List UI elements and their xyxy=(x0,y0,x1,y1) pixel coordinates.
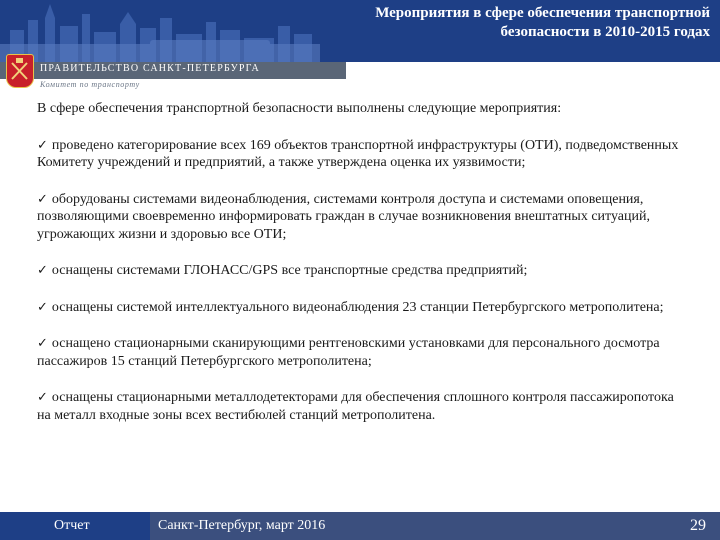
checkmark-icon: ✓ xyxy=(37,191,48,207)
list-item-text: оснащены системами ГЛОНАСС/GPS все транспортные средства предприятий; xyxy=(51,263,528,278)
footer-label: Отчет xyxy=(54,518,90,533)
coat-of-arms-icon xyxy=(6,54,34,88)
list-item-text: оснащены системой интеллектуального видеонаблюдения 23 станции Петербургского метрополитена; xyxy=(51,299,664,315)
list-item xyxy=(37,335,687,370)
page-number: 29 xyxy=(690,517,706,534)
footer-city-date: Санкт-Петербург, март 2016 xyxy=(158,518,326,533)
government-name: ПРАВИТЕЛЬСТВО САНКТ-ПЕТЕРБУРГА xyxy=(40,63,260,74)
main-content xyxy=(37,100,687,443)
checkmark-icon: ✓ xyxy=(37,336,48,351)
header-banner xyxy=(0,0,720,62)
checkmark-icon: ✓ xyxy=(37,299,48,315)
list-item xyxy=(37,137,687,172)
checkmark-icon: ✓ xyxy=(37,263,48,278)
title-line-1: Мероприятия в сфере обеспечения транспортной xyxy=(375,5,710,21)
government-bar xyxy=(0,62,346,79)
list-item-text: проведено категорирование всех 169 объектов транспортной инфраструктуры (ОТИ), подведомственных Комитету учреждений и предприятий, а также утверждена оценка их уязвимости; xyxy=(37,137,679,170)
checkmark-icon: ✓ xyxy=(37,137,48,153)
footer-label-block xyxy=(0,512,150,540)
committee-name: Комитет по транспорту xyxy=(40,80,140,89)
title-line-2: безопасности в 2010-2015 годах xyxy=(500,24,710,40)
footer-bar xyxy=(0,512,720,540)
list-item xyxy=(37,262,687,280)
list-item xyxy=(37,389,687,424)
intro-text: В сфере обеспечения транспортной безопасности выполнены следующие мероприятия: xyxy=(37,101,562,116)
list-item-text: оборудованы системами видеонаблюдения, системами контроля доступа и системами оповещения, позволяющими своевременно информировать граждан в случае возникновения внештатных ситуаций, угрожающих жизни и здоровью все ОТИ; xyxy=(37,191,650,242)
list-item-text: оснащены стационарными металлодетекторами для обеспечения сплошного контроля пассажиропотока на металл входные зоны всех вестибюлей станций метрополитена. xyxy=(37,390,674,423)
checkmark-icon: ✓ xyxy=(37,390,48,405)
list-item xyxy=(37,191,687,244)
list-item-text: оснащено стационарными сканирующими рентгеновскими установками для персонального досмотра пассажиров 15 станций Петербургского метрополитена; xyxy=(37,336,660,369)
page-title xyxy=(280,4,710,42)
list-item xyxy=(37,299,687,317)
